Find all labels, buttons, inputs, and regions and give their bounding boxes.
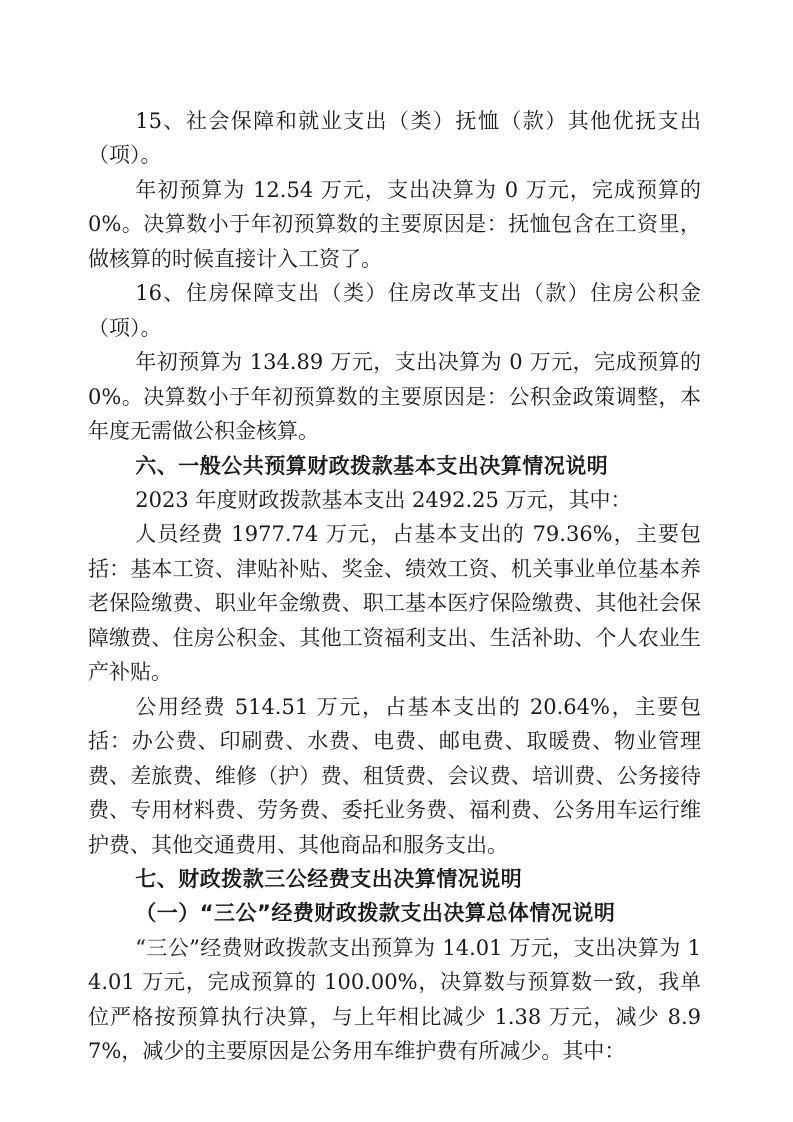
basic-expense-total: 2023 年度财政拨款基本支出 2492.25 万元，其中：	[135, 487, 632, 512]
clause-16-detail: 年初预算为 134.89 万元，支出决算为 0 万元，完成预算的 0%。决算数小于年初预算数的主要原因是：公积金政策调整，本年度无需做公积金核算。	[88, 350, 701, 444]
public-expense-paragraph: 公用经费 514.51 万元，占基本支出的 20.64%，主要包括：办公费、印刷费、水费、电费、邮电费、取暖费、物业管理费、差旅费、维修（护）费、租赁费、会议费、培训费、公务接待费、专用材料费、劳务费、委托业务费、福利费、公务用车运行维护费、其他交通费用、其他商品和服务支出。	[88, 694, 701, 857]
clause-15-title: 15、社会保障和就业支出（类）抚恤（款）其他优抚支出（项）。	[88, 109, 701, 168]
personnel-expense-paragraph: 人员经费 1977.74 万元，占基本支出的 79.36%，主要包括：基本工资、津贴补贴、奖金、绩效工资、机关事业单位基本养老保险缴费、职业年金缴费、职工基本医疗保险缴费、其他社会保障缴费、住房公积金、其他工资福利支出、生活补助、个人农业生产补贴。	[88, 522, 701, 685]
clause-16-title: 16、住房保障支出（类）住房改革支出（款）住房公积金（项）。	[88, 281, 701, 340]
three-public-summary-paragraph: “三公”经费财政拨款支出预算为 14.01 万元，支出决算为 14.01 万元，完成预算的 100.00%，决算数与预算数一致，我单位严格按预算执行决算，与上年相比减少 1.38 万元，减少 8.97%，减少的主要原因是公务用车维护费有所减少。其中：	[88, 935, 701, 1064]
document-body-text	[88, 104, 701, 1069]
section-6-heading: 六、一般公共预算财政拨款基本支出决算情况说明	[135, 453, 609, 478]
section-7-heading: 七、财政拨款三公经费支出决算情况说明	[135, 866, 523, 891]
clause-15-detail: 年初预算为 12.54 万元，支出决算为 0 万元，完成预算的 0%。决算数小于年初预算数的主要原因是：抚恤包含在工资里，做核算的时候直接计入工资了。	[88, 177, 701, 271]
section-7-1-heading: （一）“三公”经费财政拨款支出决算总体情况说明	[135, 901, 616, 926]
